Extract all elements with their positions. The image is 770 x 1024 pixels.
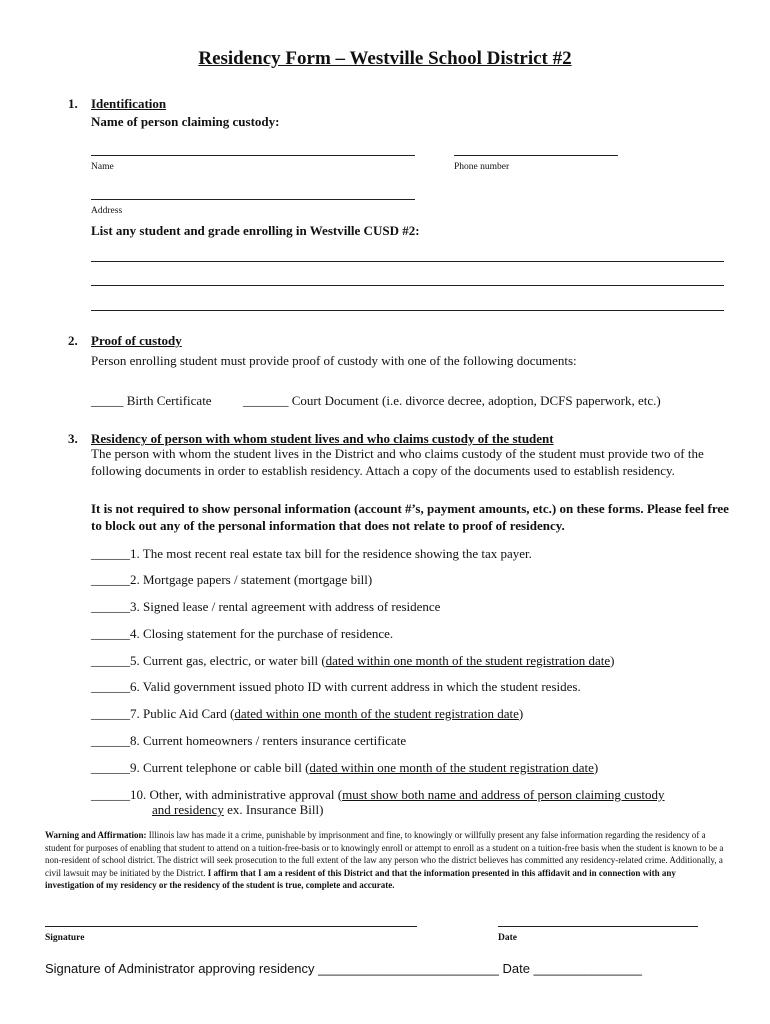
checkbox-blank[interactable]: ______	[91, 572, 130, 587]
residency-item-6[interactable]	[91, 679, 581, 695]
item-text: 3. Signed lease / rental agreement with address of residence	[130, 599, 441, 614]
residency-item-7[interactable]	[91, 706, 523, 722]
date-label: Date	[498, 933, 517, 943]
address-field-line[interactable]	[91, 199, 415, 200]
warning-affirmation	[45, 829, 725, 892]
proof-of-custody-text: Person enrolling student must provide proof of custody with one of the following documents:	[91, 353, 577, 368]
student-list-line-1[interactable]	[91, 261, 724, 262]
item-text: 8. Current homeowners / renters insurance certificate	[130, 733, 407, 748]
administrator-signature-line[interactable]: Signature of Administrator approving residency _________________________ Date _______________	[45, 961, 643, 976]
item-tail: ex. Insurance Bill)	[223, 802, 324, 817]
item-tail: )	[610, 653, 615, 668]
item-text: 6. Valid government issued photo ID with current address in which the student resides.	[130, 679, 581, 694]
student-list-prompt: List any student and grade enrolling in Westville CUSD #2:	[91, 223, 420, 238]
item-emphasis: must show both name and address of person claiming custody	[342, 787, 665, 802]
section-3-number: 3.	[68, 431, 78, 446]
checkbox-blank[interactable]: ______	[91, 653, 130, 668]
court-document-option[interactable]: _______ Court Document (i.e. divorce decree, adoption, DCFS paperwork, etc.)	[243, 393, 661, 408]
item-tail: )	[593, 760, 599, 775]
item-emphasis: dated within one month of the student registration date	[325, 653, 611, 668]
phone-field-line[interactable]	[454, 155, 618, 156]
item-text: 4. Closing statement for the purchase of residence.	[130, 626, 394, 641]
checkbox-blank[interactable]: ______	[91, 733, 130, 748]
name-label: Name	[91, 162, 114, 172]
section-3-heading: Residency of person with whom student lives and who claims custody of the student	[91, 431, 554, 446]
custody-name-prompt: Name of person claiming custody:	[91, 114, 280, 129]
signature-label: Signature	[45, 933, 85, 943]
item-text: 1. The most recent real estate tax bill for the residence showing the tax payer.	[130, 546, 532, 561]
date-line[interactable]	[498, 926, 698, 927]
checkbox-blank[interactable]: ______	[91, 679, 130, 694]
signature-line[interactable]	[45, 926, 417, 927]
section-2-heading: Proof of custody	[91, 333, 182, 348]
page-title: Residency Form – Westville School District #2	[198, 48, 572, 69]
warning-label: Warning and Affirmation:	[45, 830, 147, 840]
residency-item-2[interactable]	[91, 572, 372, 588]
residency-item-3[interactable]	[91, 599, 440, 615]
residency-item-9[interactable]	[91, 760, 598, 776]
checkbox-blank[interactable]: ______	[91, 599, 130, 614]
checkbox-blank[interactable]: ______	[91, 706, 130, 721]
name-field-line[interactable]	[91, 155, 415, 156]
item-text: 9. Current telephone or cable bill (	[130, 760, 310, 775]
residency-instructions: The person with whom the student lives in the District and who claims custody of the student must provide two of the following documents in order to establish residency. Attach a copy of the documents used to establish residency.	[91, 446, 704, 478]
residency-item-5[interactable]	[91, 653, 615, 669]
checkbox-blank[interactable]: ______	[91, 546, 130, 561]
item-emphasis: and residency	[152, 802, 224, 817]
student-list-line-2[interactable]	[91, 285, 724, 286]
item-emphasis: dated within one month of the student registration date	[234, 706, 519, 721]
item-text: 2. Mortgage papers / statement (mortgage bill)	[130, 572, 373, 587]
section-1-heading: Identification	[91, 96, 167, 111]
address-label: Address	[91, 206, 123, 216]
phone-label: Phone number	[454, 162, 510, 172]
residency-item-10-continued	[152, 802, 323, 818]
item-emphasis: dated within one month of the student registration date	[309, 760, 594, 775]
checkbox-blank[interactable]: ______	[91, 760, 130, 775]
residency-item-1[interactable]	[91, 546, 532, 562]
residency-item-8[interactable]	[91, 733, 406, 749]
birth-certificate-option[interactable]: _____ Birth Certificate	[91, 393, 212, 408]
section-1-number: 1.	[68, 96, 78, 111]
affirmation-text: I affirm that I am a resident of this District and that the information presented in this affidavit and in connection with any investigation of my residency or the residency of the student is true, complete and accurate.	[45, 867, 676, 891]
section-2-number: 2.	[68, 333, 78, 348]
privacy-note: It is not required to show personal information (account #’s, payment amounts, etc.) on these forms. Please feel free to block out any of the personal information that does not relate to proof of residency.	[91, 501, 729, 533]
item-text: 7. Public Aid Card (	[130, 706, 235, 721]
checkbox-blank[interactable]: ______	[91, 626, 130, 641]
checkbox-blank[interactable]: ______	[91, 787, 130, 802]
residency-item-4[interactable]	[91, 626, 393, 642]
item-text: 5. Current gas, electric, or water bill (	[130, 653, 326, 668]
student-list-line-3[interactable]	[91, 310, 724, 311]
item-text: 10. Other, with administrative approval (	[130, 787, 343, 802]
residency-item-10[interactable]	[91, 787, 665, 803]
item-tail: )	[518, 706, 524, 721]
warning-text: Illinois law has made it a crime, punishable by imprisonment and fine, to knowingly or willfully present any false information regarding the residency of a student for purposes of enabling that student to attend on a tuition-free-basis or to knowingly enroll or attempt to enroll as a student on a tuition-free basis when the student is known to be a non-resident of school district. The district will seek prosecution to the full extent of the law any person who the district believes has committed any residency-related crime. Additionally, a civil lawsuit may be initiated by the District.	[45, 830, 724, 878]
